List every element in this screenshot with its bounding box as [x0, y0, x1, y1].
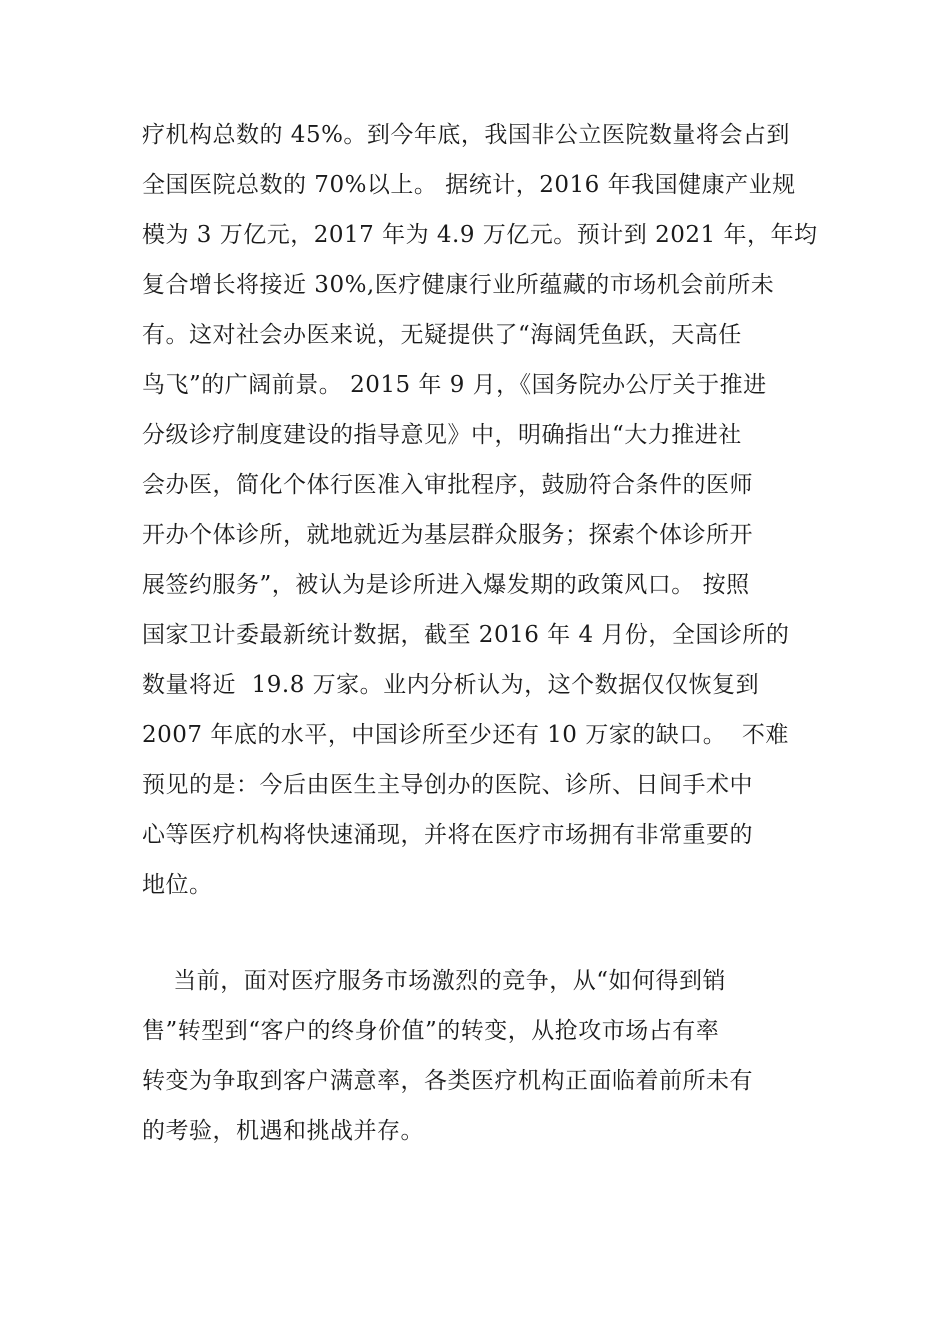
paragraph-health-industry — [142, 110, 822, 910]
text-line: 的考验，机遇和挑战并存。 — [142, 1118, 424, 1144]
text-line: 全国医院总数的 70%以上。 据统计，2016 年我国健康产业规 — [142, 172, 796, 198]
text-line: 预见的是：今后由医生主导创办的医院、诊所、日间手术中 — [142, 772, 753, 798]
text-line: 疗机构总数的 45%。到今年底，我国非公立医院数量将会占到 — [142, 122, 790, 148]
text-line: 开办个体诊所，就地就近为基层群众服务；探索个体诊所开 — [142, 522, 753, 548]
text-line: 有。这对社会办医来说，无疑提供了“海阔凭鱼跃，天高任 — [142, 322, 742, 348]
text-line: 当前，面对医疗服务市场激烈的竞争，从“如何得到销 — [142, 968, 727, 994]
text-line: 会办医，简化个体行医准入审批程序，鼓励符合条件的医师 — [142, 472, 753, 498]
text-line: 鸟飞”的广阔前景。 2015 年 9 月，《国务院办公厅关于推进 — [142, 372, 767, 398]
text-line: 2007 年底的水平，中国诊所至少还有 10 万家的缺口。 不难 — [142, 722, 789, 748]
text-line: 复合增长将接近 30%,医疗健康行业所蕴藏的市场机会前所未 — [142, 272, 775, 298]
text-line: 分级诊疗制度建设的指导意见》中，明确指出“大力推进社 — [142, 422, 742, 448]
text-line: 模为 3 万亿元，2017 年为 4.9 万亿元。预计到 2021 年，年均 — [142, 222, 818, 248]
text-line: 数量将近 19.8 万家。业内分析认为，这个数据仅仅恢复到 — [142, 672, 760, 698]
text-line: 展签约服务”，被认为是诊所进入爆发期的政策风口。 按照 — [142, 572, 750, 598]
text-line: 地位。 — [142, 872, 213, 898]
text-line: 转变为争取到客户满意率，各类医疗机构正面临着前所未有 — [142, 1068, 753, 1094]
text-line: 国家卫计委最新统计数据，截至 2016 年 4 月份，全国诊所的 — [142, 622, 790, 648]
text-line: 心等医疗机构将快速涌现，并将在医疗市场拥有非常重要的 — [142, 822, 753, 848]
paragraph-market-competition — [142, 956, 822, 1156]
text-line: 售”转型到“客户的终身价值”的转变，从抢攻市场占有率 — [142, 1018, 720, 1044]
